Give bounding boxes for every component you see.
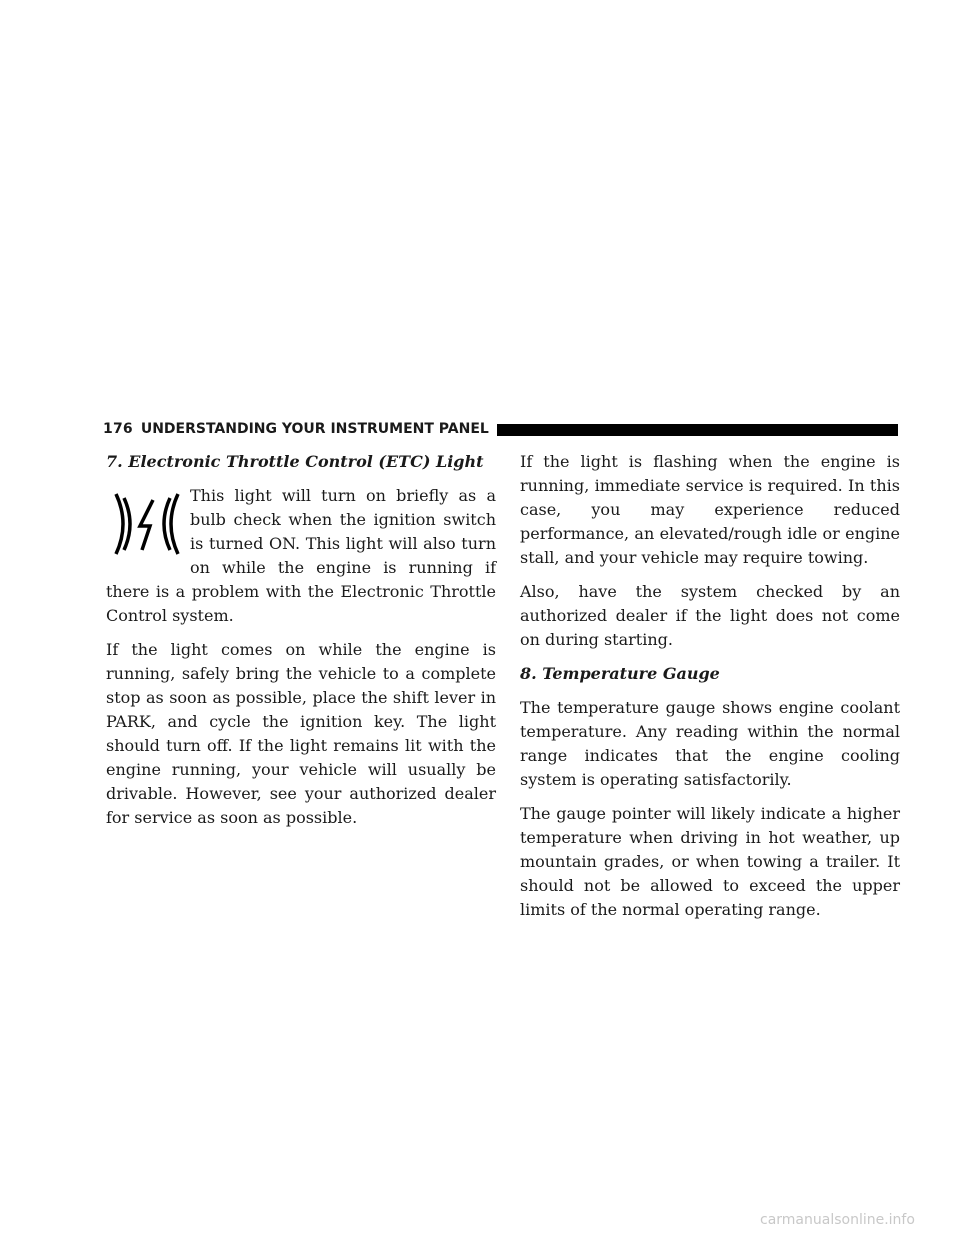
temperature-gauge-heading: 8. Temperature Gauge bbox=[520, 664, 720, 683]
etc-intro-text: This light will turn on briefly as a bulb check when the ignition switch is turned ON. This light will also turn on while the engine is running if there is a problem with the Electronic Throttle Control system. bbox=[106, 486, 496, 625]
left-column bbox=[106, 450, 496, 840]
right-column bbox=[520, 450, 900, 932]
etc-heading: 7. Electronic Throttle Control (ETC) Light bbox=[106, 452, 484, 471]
etc-paragraph-2: If the light comes on while the engine is running, safely bring the vehicle to a complete stop as soon as possible, place the shift lever in PARK, and cycle the ignition key. The light should turn off. If the light remains lit with the engine running, your vehicle will usually be drivable. However, see your authorized dealer for service as soon as possible. bbox=[106, 640, 496, 827]
page-number: 176 bbox=[103, 421, 133, 437]
temperature-paragraph-1: The temperature gauge shows engine coolant temperature. Any reading within the normal range indicates that the engine cooling system is operating satisfactorily. bbox=[520, 698, 900, 789]
etc-light-block bbox=[106, 484, 496, 628]
etc-paragraph-3: If the light is flashing when the engine is running, immediate service is required. In this case, you may experience reduced performance, an elevated/rough idle or engine stall, and your vehicle may require towing. bbox=[520, 452, 900, 567]
etc-paragraph-4: Also, have the system checked by an authorized dealer if the light does not come on during starting. bbox=[520, 582, 900, 649]
page-header bbox=[103, 418, 898, 440]
temperature-paragraph-2: The gauge pointer will likely indicate a higher temperature when driving in hot weather, up mountain grades, or when towing a trailer. It should not be allowed to exceed the upper limits of the normal operating range. bbox=[520, 804, 900, 919]
etc-warning-light-icon bbox=[112, 488, 182, 560]
section-title: UNDERSTANDING YOUR INSTRUMENT PANEL bbox=[140, 421, 489, 437]
header-rule bbox=[497, 424, 898, 436]
footer-watermark: carmanualsonline.info bbox=[760, 1212, 915, 1228]
